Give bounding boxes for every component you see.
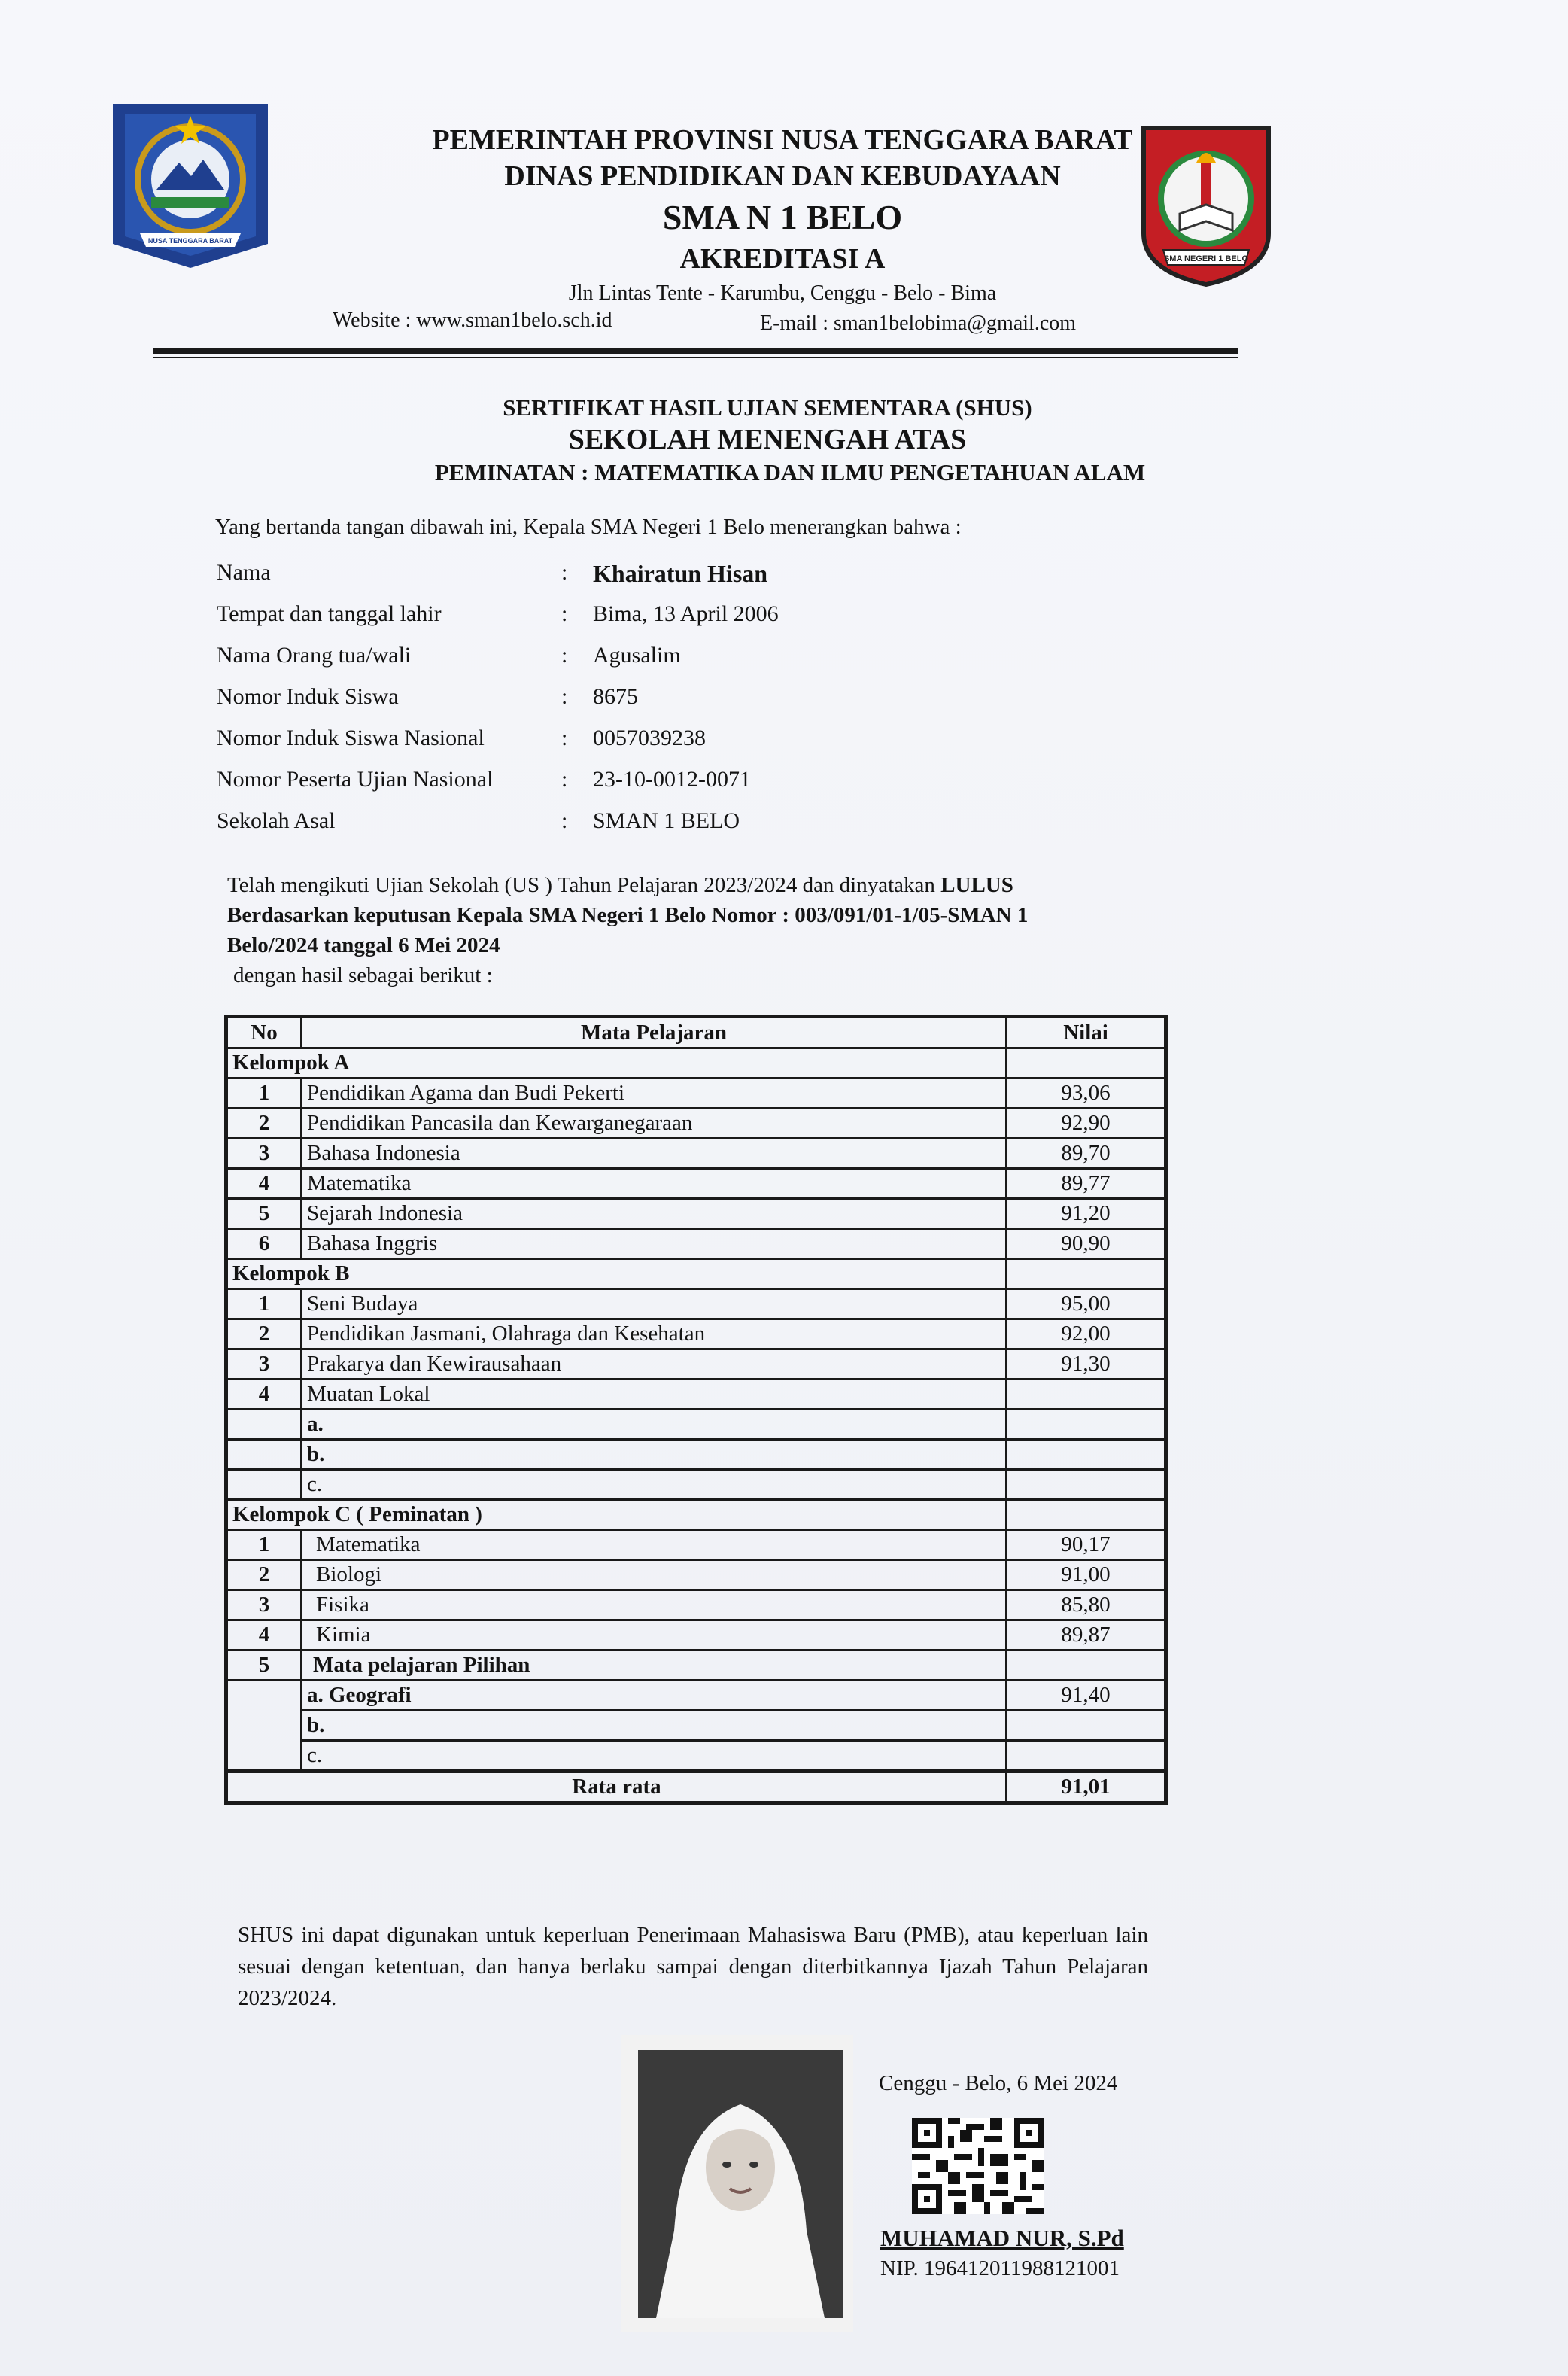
row-score: 91,00 (1007, 1560, 1166, 1590)
lulus-label: LULUS (940, 873, 1013, 897)
certificate-major: PEMINATAN : MATEMATIKA DAN ILMU PENGETAHUAN ALAM (434, 459, 1146, 485)
row-score: 90,17 (1007, 1530, 1166, 1560)
exam-number: 23-10-0012-0071 (593, 767, 751, 792)
sub-row-label: b. (302, 1440, 1007, 1470)
row-subject: Bahasa Indonesia (302, 1139, 1007, 1169)
group-row (226, 1259, 1166, 1289)
identity-label: Nomor Peserta Ujian Nasional (217, 767, 494, 792)
row-score: 92,00 (1007, 1319, 1166, 1349)
row-subject: Biologi (302, 1560, 1007, 1590)
identity-label: Nama Orang tua/wali (217, 643, 412, 668)
table-row (226, 1410, 1166, 1440)
row-subject: Prakarya dan Kewirausahaan (302, 1349, 1007, 1380)
identity-colon: : (561, 726, 568, 750)
row-score: 95,00 (1007, 1289, 1166, 1319)
table-row (226, 1620, 1166, 1650)
row-subject: Pendidikan Jasmani, Olahraga dan Kesehatan (302, 1319, 1007, 1349)
row-no: 4 (226, 1620, 302, 1650)
row-score (1007, 1650, 1166, 1681)
student-name: Khairatun Hisan (593, 560, 768, 587)
table-row (226, 1560, 1166, 1590)
average-row (226, 1772, 1166, 1803)
header-website: Website : www.sman1belo.sch.id (333, 309, 612, 332)
group-b-title: Kelompok B (226, 1259, 1007, 1289)
row-score (1007, 1711, 1166, 1741)
row-no: 1 (226, 1530, 302, 1560)
row-no: 3 (226, 1590, 302, 1620)
header-email: E-mail : sman1belobima@gmail.com (760, 312, 1077, 335)
row-score: 90,90 (1007, 1229, 1166, 1259)
row-no: 1 (226, 1289, 302, 1319)
identity-label: Nomor Induk Siswa (217, 684, 399, 709)
table-row (226, 1681, 1166, 1711)
row-score: 89,77 (1007, 1169, 1166, 1199)
row-no: 5 (226, 1650, 302, 1681)
table-row (226, 1711, 1166, 1741)
signer-name: MUHAMAD NUR, S.Pd (880, 2225, 1124, 2251)
signer-nip: NIP. 196412011988121001 (880, 2256, 1120, 2280)
footer-note: SHUS ini dapat digunakan untuk keperluan Penerimaan Mahasiswa Baru (PMB), atau keperluan lain sesuai dengan ketentuan, dan hanya berlaku sampai dengan diterbitkannya Ijazah Tahun Pelajaran 2023/2024. (238, 1923, 1148, 2010)
table-row (226, 1741, 1166, 1772)
row-subject: Fisika (302, 1590, 1007, 1620)
graduation-statement (227, 870, 1100, 990)
row-no: 3 (226, 1139, 302, 1169)
table-row (226, 1139, 1166, 1169)
birth-place-date: Bima, 13 April 2006 (593, 601, 779, 626)
table-row (226, 1109, 1166, 1139)
row-score: 85,80 (1007, 1590, 1166, 1620)
row-score (1007, 1470, 1166, 1500)
row-score: 89,87 (1007, 1620, 1166, 1650)
row-score: 89,70 (1007, 1139, 1166, 1169)
average-score: 91,01 (1007, 1772, 1166, 1803)
row-subject: Matematika (302, 1530, 1007, 1560)
right-logo-caption: SMA NEGERI 1 BELO (1163, 254, 1249, 263)
table-row (226, 1650, 1166, 1681)
certificate-level: SEKOLAH MENENGAH ATAS (568, 424, 967, 455)
identity-label: Nomor Induk Siswa Nasional (217, 726, 485, 750)
header-address: Jln Lintas Tente - Karumbu, Cenggu - Belo - Bima (568, 281, 997, 305)
row-subject: Matematika (302, 1169, 1007, 1199)
header-school-name: SMA N 1 BELO (662, 198, 903, 236)
row-no: 2 (226, 1560, 302, 1590)
identity-label: Sekolah Asal (217, 808, 336, 833)
header-rule-thin (153, 357, 1238, 358)
row-score: 93,06 (1007, 1078, 1166, 1109)
header-no: No (226, 1017, 302, 1048)
sub-row-label: b. (302, 1711, 1007, 1741)
group-a-title: Kelompok A (226, 1048, 1007, 1078)
row-subject: Seni Budaya (302, 1289, 1007, 1319)
group-c-title: Kelompok C ( Peminatan ) (226, 1500, 1007, 1530)
sign-place-date: Cenggu - Belo, 6 Mei 2024 (879, 2071, 1118, 2095)
student-id: 8675 (593, 684, 638, 709)
decree-text: Berdasarkan keputusan Kepala SMA Negeri 1 Belo Nomor : 003/091/01-1/05-SMAN 1 Belo/2024 tanggal 6 Mei 2024 (227, 903, 1029, 957)
sub-row-label: a. (302, 1410, 1007, 1440)
header-accreditation: AKREDITASI A (679, 243, 886, 275)
table-row (226, 1289, 1166, 1319)
row-no: 3 (226, 1349, 302, 1380)
table-row (226, 1590, 1166, 1620)
identity-colon: : (561, 643, 568, 668)
row-subject: Sejarah Indonesia (302, 1199, 1007, 1229)
statement-closing: dengan hasil sebagai berikut : (233, 963, 493, 987)
group-row (226, 1048, 1166, 1078)
identity-label: Tempat dan tanggal lahir (217, 601, 442, 626)
row-no: 2 (226, 1319, 302, 1349)
statement-text: Telah mengikuti Ujian Sekolah (US ) Tahun Pelajaran 2023/2024 dan dinyatakan (227, 873, 941, 897)
student-photo (621, 2035, 853, 2332)
row-score: 92,90 (1007, 1109, 1166, 1139)
row-score: 91,20 (1007, 1199, 1166, 1229)
group-row (226, 1500, 1166, 1530)
provincial-emblem-icon (110, 101, 271, 271)
table-row (226, 1229, 1166, 1259)
header-score: Nilai (1007, 1017, 1166, 1048)
row-no: 2 (226, 1109, 302, 1139)
row-score (1007, 1380, 1166, 1410)
sub-row-label: c. (302, 1741, 1007, 1772)
identity-colon: : (561, 767, 568, 792)
identity-colon: : (561, 808, 568, 833)
identity-colon: : (561, 560, 568, 585)
table-row (226, 1530, 1166, 1560)
row-score: 91,40 (1007, 1681, 1166, 1711)
table-header-row (226, 1017, 1166, 1048)
sub-row-label: c. (302, 1470, 1007, 1500)
row-subject: Pendidikan Pancasila dan Kewarganegaraan (302, 1109, 1007, 1139)
header-rule-thick (153, 348, 1238, 354)
row-no: 4 (226, 1169, 302, 1199)
header-subject: Mata Pelajaran (302, 1017, 1007, 1048)
identity-colon: : (561, 601, 568, 626)
row-subject: Pendidikan Agama dan Budi Pekerti (302, 1078, 1007, 1109)
row-score (1007, 1741, 1166, 1772)
parent-name: Agusalim (593, 643, 681, 668)
row-no: 5 (226, 1199, 302, 1229)
row-no: 4 (226, 1380, 302, 1410)
certificate-title: SERTIFIKAT HASIL UJIAN SEMENTARA (SHUS) (503, 394, 1032, 421)
intro-text: Yang bertanda tangan dibawah ini, Kepala SMA Negeri 1 Belo menerangkan bahwa : (215, 515, 962, 539)
qr-code-icon[interactable] (912, 2116, 1044, 2216)
identity-colon: : (561, 684, 568, 709)
header-department: DINAS PENDIDIKAN DAN KEBUDAYAAN (504, 160, 1061, 192)
left-logo-caption: NUSA TENGGARA BARAT (147, 237, 233, 245)
sub-row-label: a. Geografi (302, 1681, 1007, 1711)
table-row (226, 1470, 1166, 1500)
grades-table (224, 1015, 1168, 1805)
row-no: 1 (226, 1078, 302, 1109)
table-row (226, 1078, 1166, 1109)
row-no: 6 (226, 1229, 302, 1259)
row-subject: Muatan Lokal (302, 1380, 1007, 1410)
row-score: 91,30 (1007, 1349, 1166, 1380)
average-label: Rata rata (226, 1772, 1007, 1803)
table-row (226, 1440, 1166, 1470)
row-subject: Bahasa Inggris (302, 1229, 1007, 1259)
table-row (226, 1380, 1166, 1410)
table-row (226, 1319, 1166, 1349)
row-score (1007, 1410, 1166, 1440)
table-row (226, 1169, 1166, 1199)
table-row (226, 1349, 1166, 1380)
header-government: PEMERINTAH PROVINSI NUSA TENGGARA BARAT (432, 124, 1133, 156)
identity-label: Nama (217, 560, 271, 585)
origin-school: SMAN 1 BELO (593, 808, 740, 833)
row-score (1007, 1440, 1166, 1470)
table-row (226, 1199, 1166, 1229)
row-subject: Mata pelajaran Pilihan (302, 1650, 1007, 1681)
row-subject: Kimia (302, 1620, 1007, 1650)
national-student-id: 0057039238 (593, 726, 706, 750)
